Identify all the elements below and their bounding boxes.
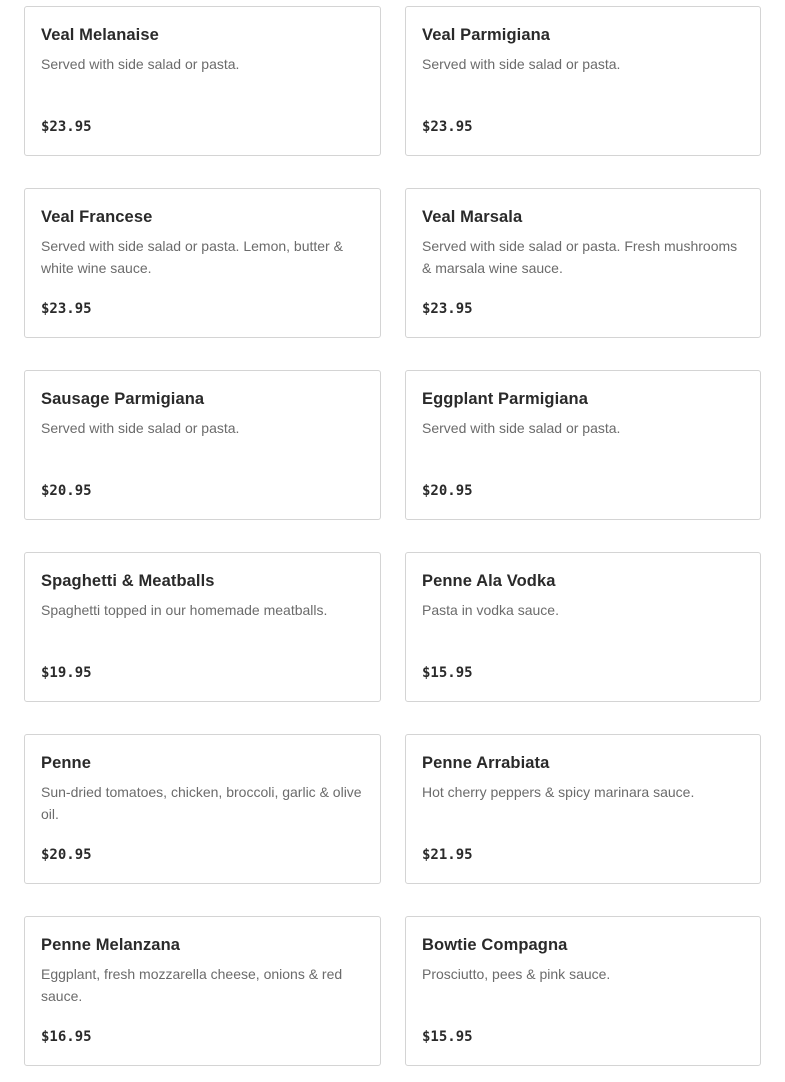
menu-item-card[interactable] xyxy=(24,734,381,884)
menu-item-name: Sausage Parmigiana xyxy=(41,390,205,408)
menu-grid xyxy=(24,0,761,1066)
menu-item-description: Hot cherry peppers & spicy marinara sauce. xyxy=(422,784,695,800)
menu-item-card[interactable] xyxy=(405,188,761,338)
menu-item-card[interactable] xyxy=(24,370,381,520)
menu-item-card[interactable] xyxy=(405,916,761,1066)
menu-item-description: Sun-dried tomatoes, chicken, broccoli, garlic & olive oil. xyxy=(41,784,362,822)
menu-item-description: Served with side salad or pasta. xyxy=(41,420,240,436)
menu-item-price: $20.95 xyxy=(422,483,473,499)
menu-item-price: $15.95 xyxy=(422,1029,473,1045)
menu-item-description: Served with side salad or pasta. Lemon, butter & white wine sauce. xyxy=(41,238,343,276)
menu-item-name: Penne xyxy=(41,754,92,772)
menu-item-price: $16.95 xyxy=(41,1029,92,1045)
menu-item-price: $23.95 xyxy=(41,301,92,317)
menu-item-description: Prosciutto, pees & pink sauce. xyxy=(422,966,611,982)
menu-item-name: Penne Ala Vodka xyxy=(422,572,556,590)
menu-item-description: Served with side salad or pasta. xyxy=(41,56,240,72)
menu-item-price: $23.95 xyxy=(422,301,473,317)
menu-item-description: Served with side salad or pasta. xyxy=(422,56,621,72)
menu-item-price: $15.95 xyxy=(422,665,473,681)
menu-item-price: $19.95 xyxy=(41,665,92,681)
menu-item-name: Bowtie Compagna xyxy=(422,936,568,954)
menu-item-description: Eggplant, fresh mozzarella cheese, onions & red sauce. xyxy=(41,966,343,1004)
menu-item-name: Penne Melanzana xyxy=(41,936,181,954)
menu-item-card[interactable] xyxy=(24,6,381,156)
menu-item-name: Penne Arrabiata xyxy=(422,754,550,772)
menu-item-price: $23.95 xyxy=(41,119,92,135)
menu-item-price: $20.95 xyxy=(41,847,92,863)
menu-item-price: $23.95 xyxy=(422,119,473,135)
menu-item-card[interactable] xyxy=(24,188,381,338)
menu-item-card[interactable] xyxy=(405,734,761,884)
menu-item-card[interactable] xyxy=(405,370,761,520)
menu-item-description: Served with side salad or pasta. xyxy=(422,420,621,436)
menu-item-description: Served with side salad or pasta. Fresh mushrooms & marsala wine sauce. xyxy=(422,238,738,276)
menu-item-name: Veal Marsala xyxy=(422,208,523,226)
menu-item-name: Veal Parmigiana xyxy=(422,26,551,44)
menu-item-name: Veal Melanaise xyxy=(41,26,159,44)
menu-item-name: Veal Francese xyxy=(41,208,153,226)
menu-item-card[interactable] xyxy=(24,552,381,702)
menu-item-card[interactable] xyxy=(24,916,381,1066)
menu-item-description: Spaghetti topped in our homemade meatballs. xyxy=(41,602,328,618)
menu-item-price: $20.95 xyxy=(41,483,92,499)
menu-item-name: Spaghetti & Meatballs xyxy=(41,572,215,590)
menu-item-description: Pasta in vodka sauce. xyxy=(422,602,559,618)
menu-item-card[interactable] xyxy=(405,552,761,702)
menu-item-card[interactable] xyxy=(405,6,761,156)
menu-item-price: $21.95 xyxy=(422,847,473,863)
menu-item-name: Eggplant Parmigiana xyxy=(422,390,589,408)
